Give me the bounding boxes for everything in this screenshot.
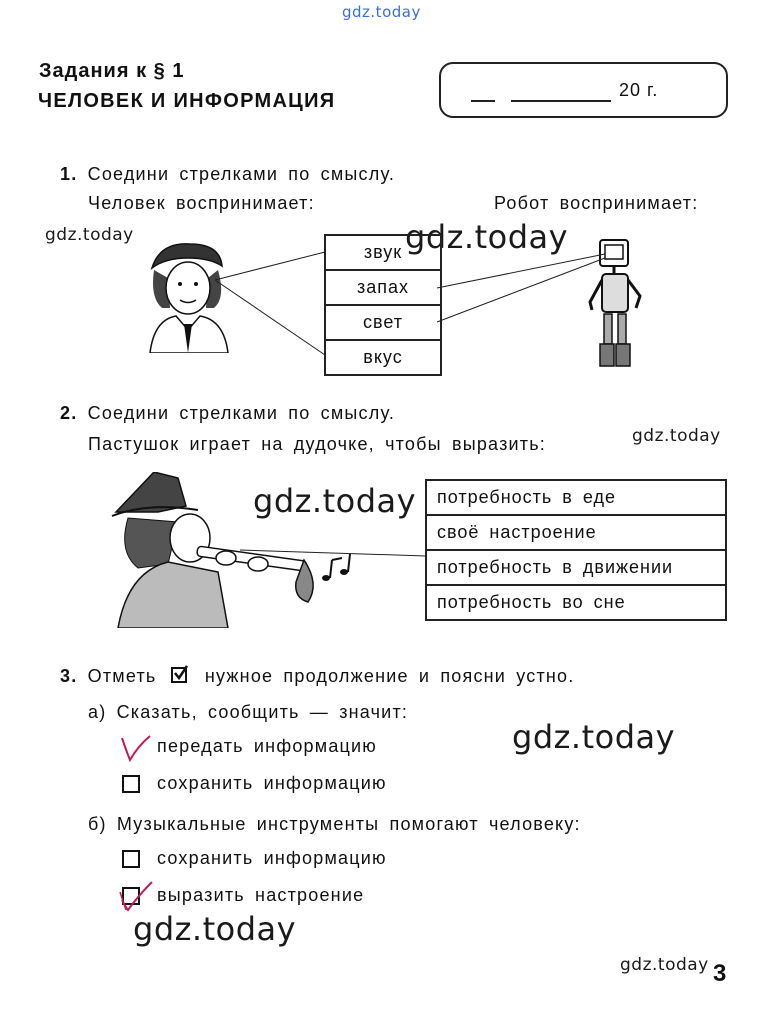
task1-option[interactable]: звук	[325, 235, 441, 270]
watermark-top: gdz.today	[342, 3, 421, 21]
checkbox-icon[interactable]	[122, 850, 140, 868]
watermark: gdz.today	[405, 218, 569, 256]
task1-option[interactable]: запах	[325, 270, 441, 305]
pen-check-mark	[118, 734, 154, 764]
watermark: gdz.today	[620, 955, 709, 975]
task1-left-label: Человек воспринимает:	[88, 193, 315, 213]
task3-part-b-label: б) Музыкальные инструменты помогают человеку:	[88, 814, 581, 834]
task2-option[interactable]: своё настроение	[426, 515, 726, 550]
section-heading: Задания к § 1	[39, 60, 185, 82]
music-notes-icon	[318, 550, 358, 590]
task3-number: 3.	[60, 666, 78, 686]
date-year-label: 20 г.	[619, 80, 659, 100]
page-number: 3	[713, 960, 727, 987]
part-a-option-1[interactable]: передать информацию	[157, 736, 378, 756]
pen-check-mark	[118, 878, 158, 914]
task2-options-table	[425, 479, 727, 621]
task3-text-after: нужное продолжение и поясни устно.	[204, 666, 575, 686]
shepherd-illustration	[108, 472, 338, 628]
watermark: gdz.today	[253, 482, 417, 520]
task2-subtitle: Пастушок играет на дудочке, чтобы выразить:	[88, 434, 546, 454]
task2-text: Соедини стрелками по смыслу.	[87, 403, 396, 423]
task2-prompt	[60, 403, 395, 424]
watermark: gdz.today	[632, 426, 721, 446]
task1-right-label: Робот воспринимает:	[494, 193, 699, 213]
task3-part-a-label: а) Сказать, сообщить — значит:	[88, 702, 409, 722]
task2-option[interactable]: потребность в движении	[426, 550, 726, 585]
task3-text-before: Отметь	[87, 666, 157, 686]
task3-prompt	[60, 666, 574, 687]
task1-option[interactable]: свет	[325, 305, 441, 340]
part-a-option-2[interactable]: сохранить информацию	[157, 773, 387, 793]
task1-option[interactable]: вкус	[325, 340, 441, 375]
checkbox-checked-icon	[171, 667, 191, 683]
checkbox-icon[interactable]	[122, 775, 140, 793]
task2-option[interactable]: потребность в еде	[426, 480, 726, 515]
task1-text: Соедини стрелками по смыслу.	[87, 164, 396, 184]
page-title: ЧЕЛОВЕК И ИНФОРМАЦИЯ	[38, 90, 336, 112]
task2-number: 2.	[60, 403, 78, 423]
part-b-option-1[interactable]: сохранить информацию	[157, 848, 387, 868]
watermark: gdz.today	[133, 910, 297, 948]
watermark: gdz.today	[512, 718, 676, 756]
part-b-option-2[interactable]: выразить настроение	[157, 885, 365, 905]
task2-option[interactable]: потребность во сне	[426, 585, 726, 620]
task1-number: 1.	[60, 164, 78, 184]
watermark: gdz.today	[45, 225, 134, 245]
